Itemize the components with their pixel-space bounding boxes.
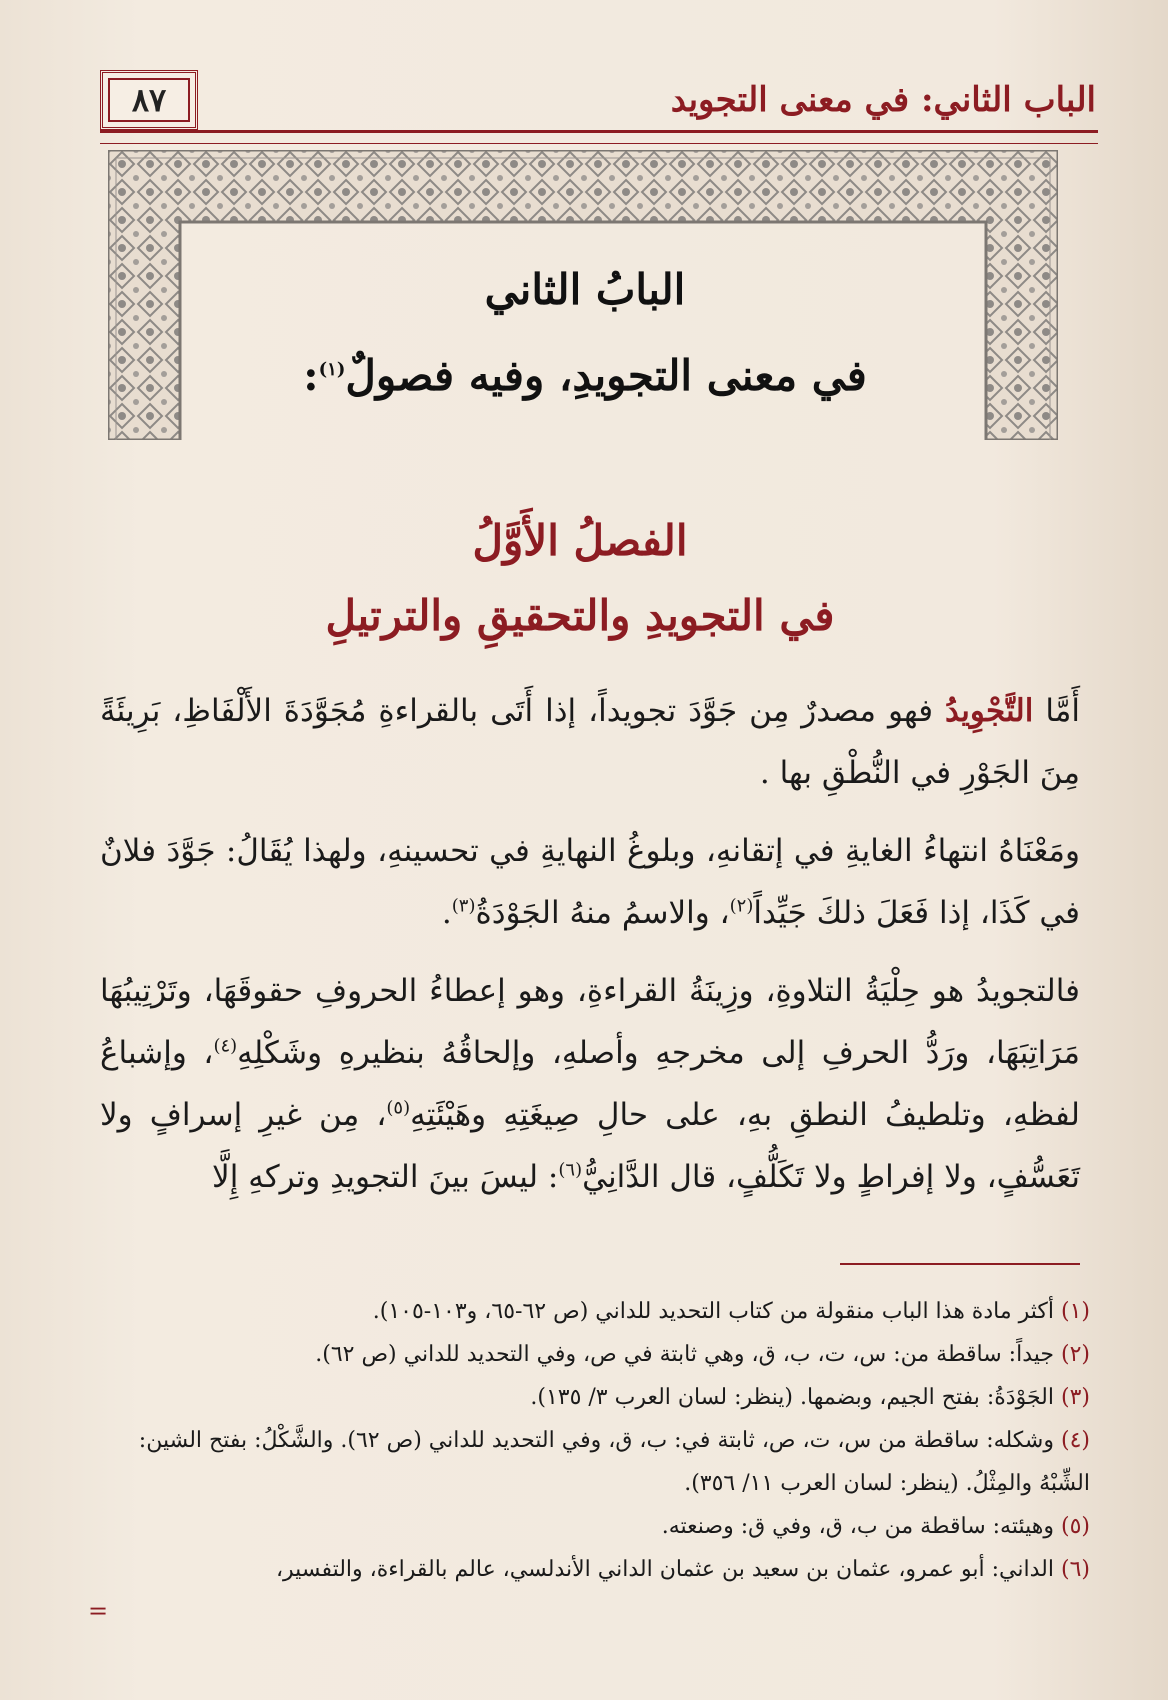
p3-text-d: : ليسَ بينَ التجويدِ وتركهِ إِلَّا	[212, 1159, 559, 1195]
section-heading	[100, 515, 1060, 642]
p2-text-b: ، والاسمُ منهُ الجَوْدَةُ	[475, 895, 730, 931]
p2-text-a: ومَعْنَاهُ انتهاءُ الغايةِ في إتقانهِ، وبلوغُ النهايةِ في تحسينهِ، ولهذا يُقَالُ: جَوَّدَ فلانٌ في كَذَا، إذا فَعَلَ ذلكَ جَيِّداً	[100, 833, 1080, 931]
footnote-number: (١)	[1060, 1299, 1090, 1324]
footnote-text: أكثر مادة هذا الباب منقولة من كتاب التحديد للداني (ص ٦٢-٦٥، و١٠٣-١٠٥).	[372, 1299, 1054, 1324]
footnote-item	[100, 1548, 1090, 1591]
p1-lead: أَمَّا	[1045, 693, 1080, 729]
footnote-number: (٢)	[1060, 1342, 1090, 1367]
chapter-heading	[200, 265, 970, 402]
section-title: الفصلُ الأَوَّلُ	[472, 516, 688, 565]
page-number-box	[100, 70, 198, 130]
defined-term: التَّجْوِيدُ	[945, 693, 1034, 729]
p3-text-c: ، مِن غيرِ إسرافٍ ولا تَعَسُّفٍ، ولا إفراطٍ ولا تَكَلُّفٍ، قال الدَّانِيُّ	[100, 1097, 1080, 1195]
page-number: ٨٧	[131, 81, 167, 119]
footnote-text: وهيئته: ساقطة من ب، ق، وفي ق: وصنعته.	[661, 1514, 1054, 1539]
header-rule	[100, 130, 1098, 144]
paragraph-1	[100, 680, 1080, 804]
footnote-text: وشكله: ساقطة من س، ت، ص، ثابتة في: ب، ق، وفي التحديد للداني (ص ٦٢). والشَّكْلُ: بفتح الشين: الشِّبْهُ والمِثْلُ. (ينظر: لسان العرب ١١/ ٣٥٦).	[138, 1428, 1090, 1496]
footnotes	[100, 1290, 1090, 1591]
footnote-ref-2[interactable]: (٢)	[729, 895, 754, 917]
p3-text-b: ، وإشباعُ لفظهِ، وتلطيفُ النطقِ بهِ، على حالِ صِيغَتِهِ وهَيْئَتِهِ	[100, 1035, 1081, 1133]
p1-text: فهو مصدرٌ مِن جَوَّدَ تجويداً، إذا أَتَى بالقراءةِ مُجَوَّدَةَ الأَلْفَاظِ، بَرِيئَةً مِنَ الجَوْرِ في النُّطْقِ بها .	[100, 693, 1080, 791]
footnote-item	[100, 1376, 1090, 1419]
footnote-ref-4[interactable]: (٤)	[213, 1035, 238, 1057]
footnote-text: جيداً: ساقطة من: س، ت، ب، ق، وهي ثابتة في ص، وفي التحديد للداني (ص ٦٢).	[315, 1342, 1054, 1367]
running-title: الباب الثاني: في معنى التجويد	[670, 80, 1096, 120]
footnote-number: (٦)	[1060, 1557, 1090, 1582]
p2-text-c: .	[441, 895, 452, 931]
footnote-item	[100, 1505, 1090, 1548]
footnote-separator	[840, 1263, 1080, 1265]
paragraph-3	[100, 960, 1080, 1208]
paragraph-2	[100, 820, 1080, 944]
footnote-text: الداني: أبو عمرو، عثمان بن سعيد بن عثمان الداني الأندلسي، عالم بالقراءة، والتفسير،	[275, 1557, 1054, 1582]
continuation-mark: =	[88, 1597, 109, 1625]
footnote-number: (٤)	[1060, 1428, 1090, 1453]
footnote-item	[100, 1419, 1090, 1505]
body-text	[100, 680, 1080, 1224]
footnote-ref-3[interactable]: (٣)	[451, 895, 476, 917]
footnote-ref-5[interactable]: (٥)	[386, 1097, 411, 1119]
footnote-number: (٥)	[1060, 1514, 1090, 1539]
footnote-ref-6[interactable]: (٦)	[558, 1159, 583, 1181]
chapter-subtitle-colon: :	[303, 351, 319, 401]
footnote-ref-1[interactable]: (١)	[318, 359, 346, 381]
footnote-item	[100, 1333, 1090, 1376]
chapter-subtitle-text: في معنى التجويدِ، وفيه فصولٌ	[345, 351, 867, 401]
footnote-item	[100, 1290, 1090, 1333]
section-subtitle: في التجويدِ والتحقيقِ والترتيلِ	[325, 590, 835, 640]
p3-text-a: فالتجويدُ هو حِلْيَةُ التلاوةِ، وزِينَةُ القراءةِ، وهو إعطاءُ الحروفِ حقوقَهَا، وتَرْتِيبُهَا مَرَاتِبَهَا، ورَدُّ الحرفِ إلى مخرجهِ وأصلهِ، وإلحاقُهُ بنظيرهِ وشَكْلِهِ	[100, 973, 1081, 1071]
footnote-number: (٣)	[1060, 1385, 1090, 1410]
footnote-text: الجَوْدَةُ: بفتح الجيم، وبضمها. (ينظر: لسان العرب ٣/ ١٣٥).	[530, 1385, 1054, 1410]
chapter-title: البابُ الثاني	[484, 265, 686, 314]
chapter-subtitle	[200, 351, 970, 401]
